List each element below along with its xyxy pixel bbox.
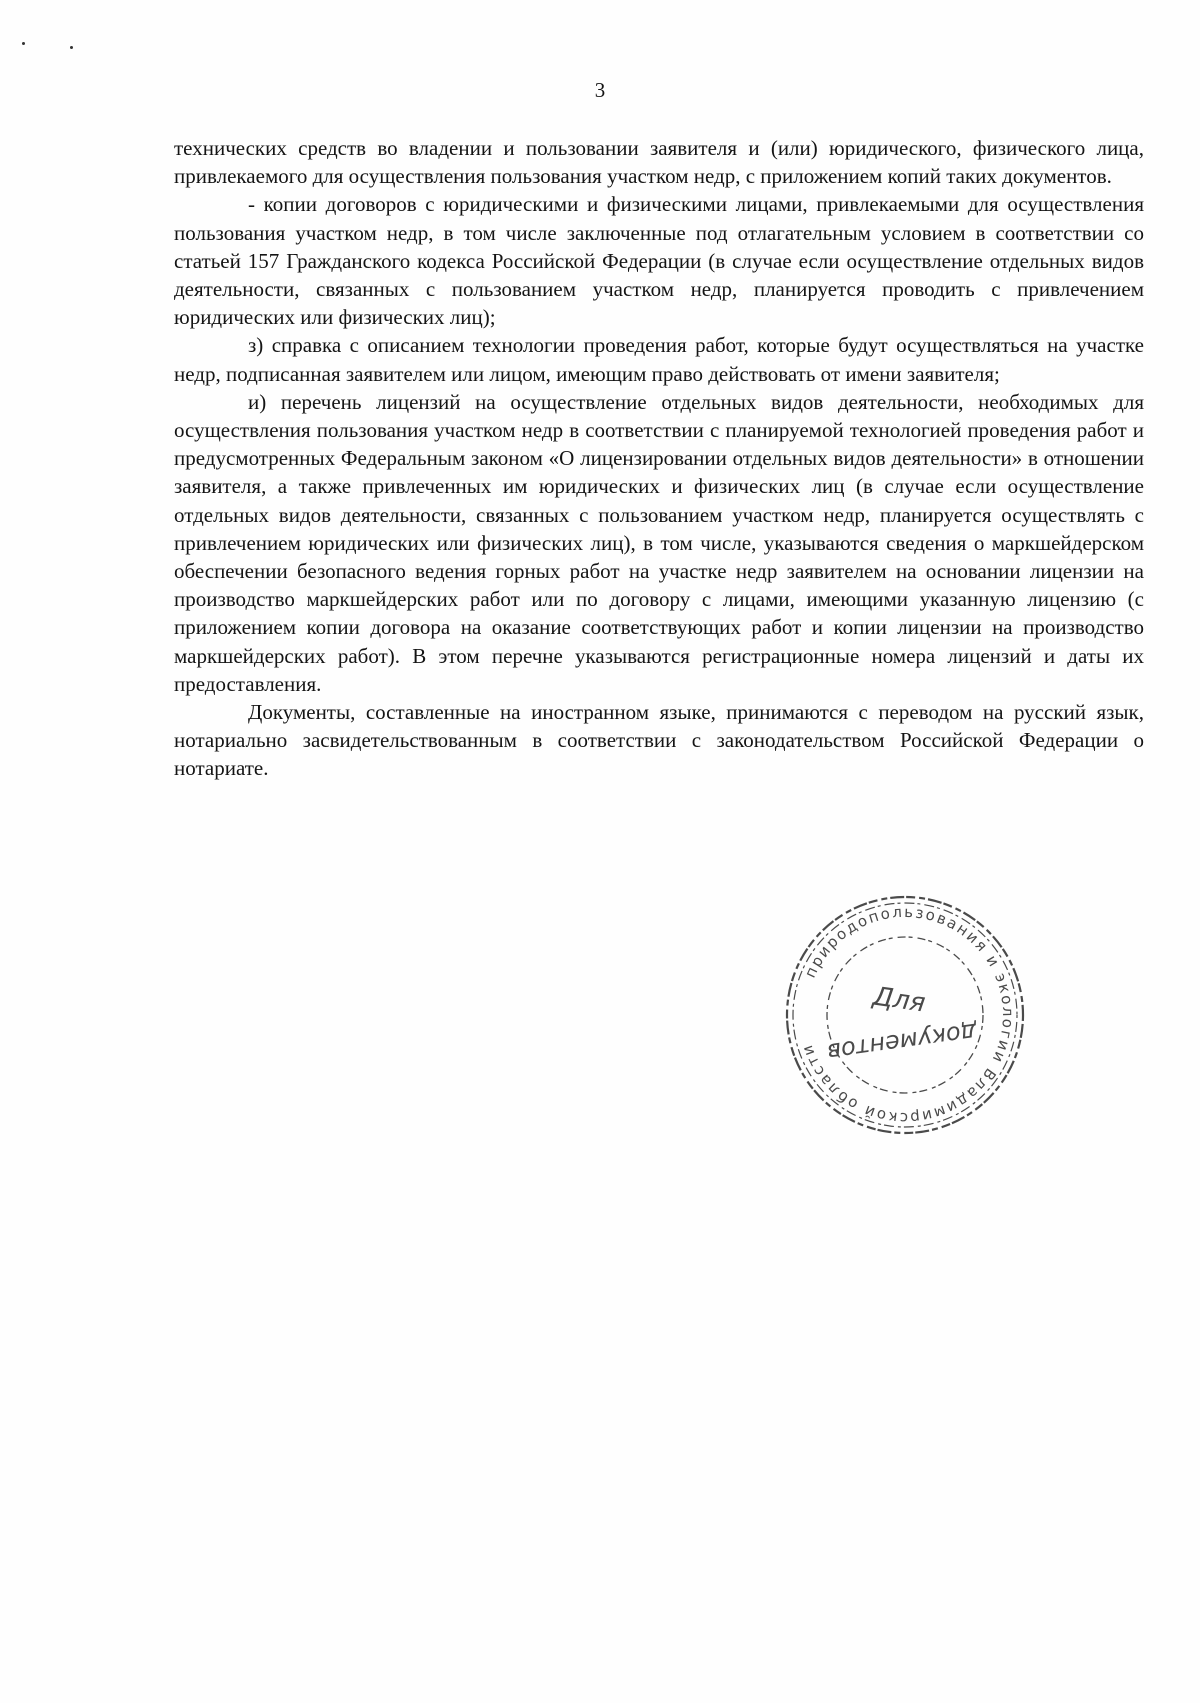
official-stamp — [780, 890, 1030, 1140]
svg-text:Для: Для — [870, 981, 928, 1019]
paragraph-continuation: технических средств во владении и пользовании заявителя и (или) юридического, физического лица, привлекаемого для осуществления пользования участком недр, с приложением копий таких документов. — [174, 136, 1144, 189]
scan-speck — [70, 46, 73, 49]
stamp-seal-graphic — [780, 890, 1030, 1140]
paragraph-contracts-copies: - копии договоров с юридическими и физическими лицами, привлекаемыми для осуществления пользования участком недр, в том числе заключенные под отлагательным условием в соответствии со статьей 157 Гражданского кодекса Российской Федерации (в случае если осуществление отдельных видов деятельности, связанных с пользованием участком недр, планируется проводить с привлечением юридических или физических лиц); — [174, 192, 1144, 330]
page-number: 3 — [594, 78, 606, 102]
scan-speck — [22, 42, 25, 45]
paragraph-licenses-list: и) перечень лицензий на осуществление отдельных видов деятельности, необходимых для осуществления пользования участком недр в соответствии с планируемой технологией проведения работ и предусмотренных Федеральным законом «О лицензировании отдельных видов деятельности» в отношении заявителя, а также привлеченных им юридических и физических лиц (в случае если осуществление отдельных видов деятельности, связанных с пользованием участком недр, планируется осуществлять с привлечением юридических или физических лиц), в том числе, указываются сведения о маркшейдерском обеспечении безопасного ведения горных работ на участке недр заявителем на основании лицензии на производство маркшейдерских работ или по договору с лицами, имеющими указанную лицензию (с приложением копии договора на оказание соответствующих работ и копии лицензии на производство маркшейдерских работ). В этом перечне указываются регистрационные номера лицензий и даты их предоставления. — [174, 389, 1144, 696]
paragraph-foreign-documents: Документы, составленные на иностранном языке, принимаются с переводом на русский язык, нотариально засвидетельствованным в соответствии с законодательством Российской Федерации о нотариате. — [174, 700, 1144, 781]
svg-text:документов: документов — [825, 1017, 980, 1067]
svg-text:природопользования и экологии: природопользования и экологии Владимирской области — [797, 902, 1018, 1128]
document-body — [174, 134, 1144, 783]
paragraph-technology-certificate: з) справка с описанием технологии проведения работ, которые будут осуществляться на участке недр, подписанная заявителем или лицом, имеющим право действовать от имени заявителя; — [174, 333, 1144, 386]
